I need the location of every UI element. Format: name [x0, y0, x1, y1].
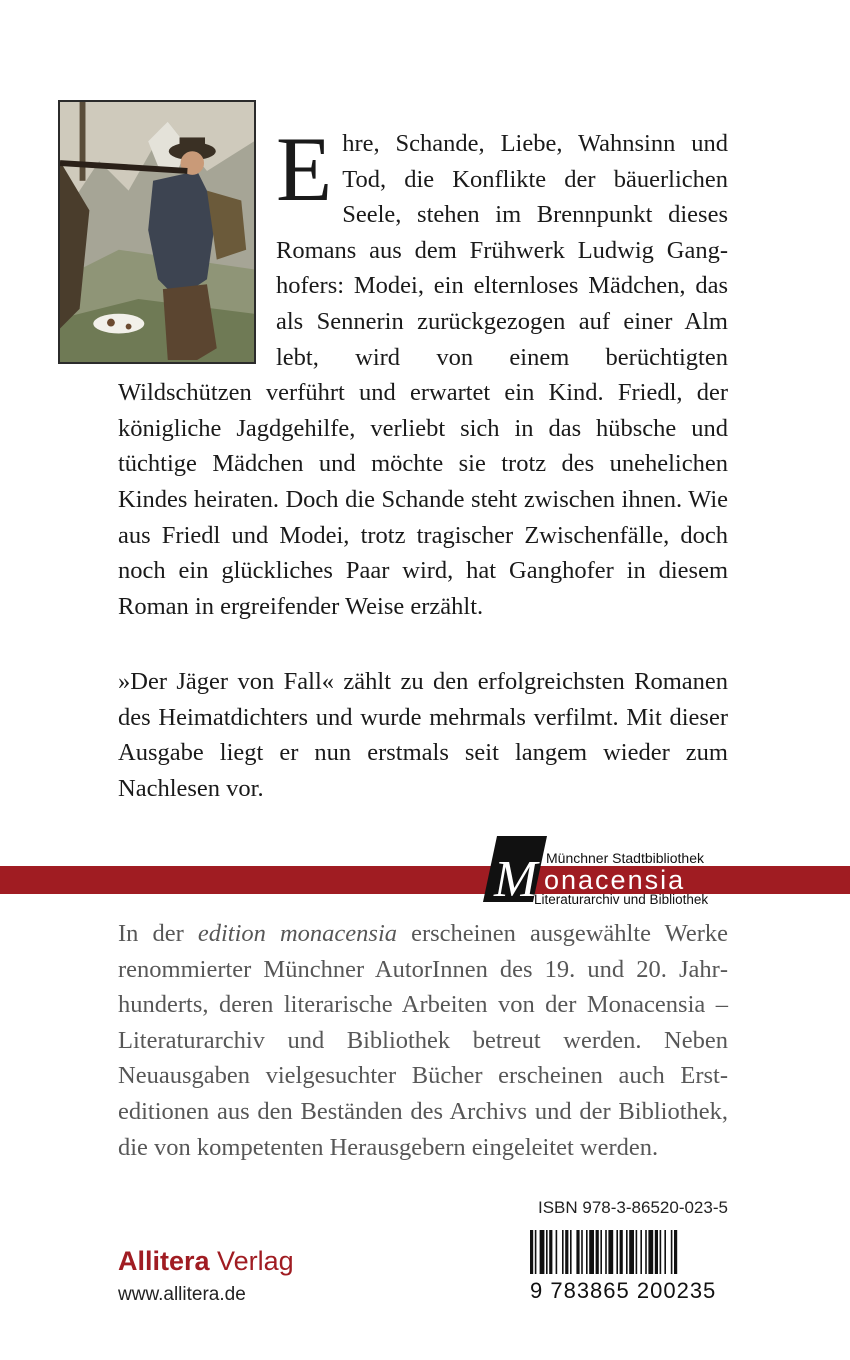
barcode-bar	[636, 1230, 638, 1274]
edition-rest: erscheinen ausgewählte Werke renommierter Münchner AutorInnen des 19. und 20. Jahrhunderts, deren literarische Arbeiten von der Monacensia – Literaturarchiv und Bibliothek betreut werden. Neben Neuausgaben vielgesuchter Bücher erscheinen auch Ersteditionen aus den Beständen des Archivs und der Bibliothek, die von kompetenten Herausgebern eingeleitet werden.	[118, 920, 728, 1161]
barcode-bar	[535, 1230, 537, 1274]
barcode-bar	[620, 1230, 623, 1274]
barcode-bar	[589, 1230, 594, 1274]
barcode-bar	[586, 1230, 588, 1274]
barcode-bar	[645, 1230, 647, 1274]
logo-letter: M	[494, 851, 538, 908]
barcode-bar	[608, 1230, 613, 1274]
film-paragraph: »Der Jäger von Fall« zählt zu den erfolgreichsten Romanen des Heimatdichters und wurde mehrmals verfilmt. Mit dieser Ausgabe liegt er nun erstmals seit langem wieder zum Nachlesen vor.	[118, 668, 728, 802]
barcode-bar	[596, 1230, 599, 1274]
barcode-bar	[616, 1230, 618, 1274]
barcode-bar	[664, 1230, 666, 1274]
barcode-bar	[660, 1230, 662, 1274]
barcode-bar	[576, 1230, 579, 1274]
monacensia-logo	[486, 836, 746, 908]
barcode-bar	[562, 1230, 564, 1274]
barcode-bar	[674, 1230, 677, 1274]
barcode-bar	[581, 1230, 583, 1274]
barcode-bar	[570, 1230, 572, 1274]
illustration-wrap-space	[118, 100, 276, 348]
barcode-digits: 9 783865 200235	[530, 1278, 717, 1303]
barcode-bar	[655, 1230, 658, 1274]
barcode-bar	[648, 1230, 653, 1274]
edition-lead: In der	[118, 920, 198, 947]
publisher-word: Verlag	[209, 1246, 294, 1276]
isbn-label: ISBN 978-3-86520-023-5	[538, 1198, 728, 1217]
edition-paragraph	[118, 916, 728, 1165]
blurb-body: hre, Schande, Liebe, Wahnsinn und Tod, die Konflikte der bäuerlichen Seele, stehen im Brennpunkt dieses Romans aus dem Frühwerk Ludwig Ganghofers: Modei, ein elternloses Mädchen, das als Sennerin zurückgezogen auf einer Alm lebt, wird von einem berüchtigten Wildschützen verführt und erwartet ein Kind. Friedl, der königliche Jagdgehilfe, verliebt sich in das hübsche und tüchtige Mädchen und möchte sie trotz des unehelichen Kindes heiraten. Doch die Schande steht zwischen ihnen. Wie aus Friedl und Modei, trotz tragischer Zwischenfälle, doch noch ein glückliches Paar wird, hat Ganghofer in diesem Roman in ergreifender Weise erzählt.	[118, 130, 728, 620]
publisher-brand: Allitera	[118, 1246, 210, 1276]
logo-name: onacensia	[544, 865, 686, 895]
barcode-bar	[546, 1230, 548, 1274]
barcode-bar	[605, 1230, 607, 1274]
publisher-logo	[118, 1246, 294, 1277]
barcode-bar	[556, 1230, 558, 1274]
barcode-bar	[640, 1230, 642, 1274]
barcode-bar	[549, 1230, 552, 1274]
logo-top-line: Münchner Stadtbibliothek	[546, 850, 704, 866]
blurb-text	[118, 118, 728, 624]
drop-cap: E	[276, 118, 333, 220]
barcode-bar	[600, 1230, 602, 1274]
logo-sub-line: Literaturarchiv und Bibliothek	[534, 892, 709, 907]
barcode-bar	[530, 1230, 533, 1274]
barcode-bar	[565, 1230, 568, 1274]
publisher-website: www.allitera.de	[118, 1284, 246, 1305]
barcode-bar	[626, 1230, 628, 1274]
barcode-bar	[629, 1230, 634, 1274]
barcode-bar	[540, 1230, 545, 1274]
barcode	[530, 1230, 730, 1320]
barcode-bar	[671, 1230, 673, 1274]
edition-title: edition monacensia	[197, 920, 398, 947]
